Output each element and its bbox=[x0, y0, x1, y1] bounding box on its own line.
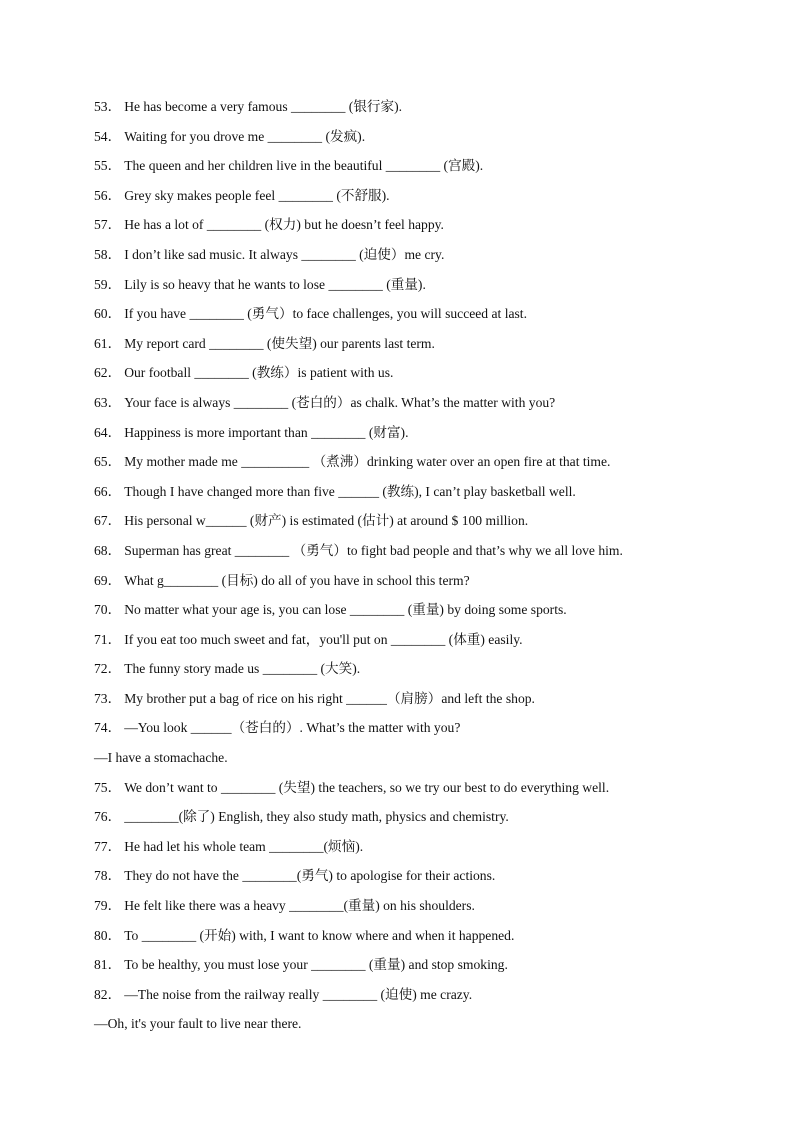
exercise-text: Though I have changed more than five ______ (教练), I can’t play basketball well. bbox=[124, 483, 576, 499]
exercise-line bbox=[94, 270, 774, 300]
exercise-number: 80． bbox=[94, 927, 122, 943]
exercise-text: —You look ______（苍白的）. What’s the matter with you? bbox=[124, 720, 461, 736]
exercise-number: 76． bbox=[94, 809, 122, 825]
exercise-line bbox=[94, 299, 774, 329]
exercise-number: 73． bbox=[94, 690, 122, 706]
exercise-text: If you eat too much sweet and fat，you'll put on ________ (体重) easily. bbox=[124, 631, 523, 647]
exercise-line bbox=[94, 802, 774, 832]
exercise-line bbox=[94, 713, 774, 743]
exercise-number: 74． bbox=[94, 720, 122, 736]
exercise-number: 65． bbox=[94, 454, 122, 470]
exercise-number: 77． bbox=[94, 838, 122, 854]
exercise-number: 72． bbox=[94, 661, 122, 677]
exercise-number: 56． bbox=[94, 187, 122, 203]
exercise-text: We don’t want to ________ (失望) the teachers, so we try our best to do everything well. bbox=[124, 779, 610, 795]
exercise-text: My brother put a bag of rice on his right ______（肩膀）and left the shop. bbox=[124, 690, 535, 706]
exercise-text: He has a lot of ________ (权力) but he doesn’t feel happy. bbox=[124, 217, 444, 233]
exercise-number: 54． bbox=[94, 128, 122, 144]
exercise-text: His personal w______ (财产) is estimated (估计) at around $ 100 million. bbox=[124, 513, 529, 529]
exercise-line bbox=[94, 151, 774, 181]
exercise-number: 58． bbox=[94, 246, 122, 262]
exercise-line bbox=[94, 832, 774, 862]
exercise-list bbox=[94, 92, 774, 1039]
exercise-line bbox=[94, 773, 774, 803]
exercise-number: 67． bbox=[94, 513, 122, 529]
exercise-line bbox=[94, 654, 774, 684]
exercise-line bbox=[94, 447, 774, 477]
exercise-text: Your face is always ________ (苍白的）as chalk. What’s the matter with you? bbox=[124, 394, 556, 410]
exercise-line bbox=[94, 329, 774, 359]
exercise-number: 60． bbox=[94, 306, 122, 322]
exercise-text: —The noise from the railway really ________ (迫使) me crazy. bbox=[124, 986, 473, 1002]
exercise-line bbox=[94, 980, 774, 1010]
exercise-line bbox=[94, 477, 774, 507]
exercise-number: 59． bbox=[94, 276, 122, 292]
exercise-line bbox=[94, 566, 774, 596]
exercise-text: My mother made me __________ （煮沸）drinking water over an open fire at that time. bbox=[124, 454, 611, 470]
exercise-line bbox=[94, 506, 774, 536]
exercise-line bbox=[94, 1009, 774, 1039]
exercise-text: Our football ________ (教练）is patient with us. bbox=[124, 365, 394, 381]
exercise-text: If you have ________ (勇气）to face challenges, you will succeed at last. bbox=[124, 306, 527, 322]
exercise-line bbox=[94, 210, 774, 240]
exercise-text: My report card ________ (使失望) our parents last term. bbox=[124, 335, 435, 351]
exercise-line bbox=[94, 418, 774, 448]
exercise-text: No matter what your age is, you can lose ________ (重量) by doing some sports. bbox=[124, 602, 567, 618]
exercise-text: —I have a stomachache. bbox=[94, 750, 228, 766]
exercise-line bbox=[94, 181, 774, 211]
exercise-line bbox=[94, 240, 774, 270]
exercise-number: 82． bbox=[94, 986, 122, 1002]
exercise-number: 62． bbox=[94, 365, 122, 381]
exercise-text: ________(除了) English, they also study math, physics and chemistry. bbox=[124, 809, 509, 825]
exercise-line bbox=[94, 891, 774, 921]
exercise-line bbox=[94, 595, 774, 625]
exercise-text: I don’t like sad music. It always ________ (迫使）me cry. bbox=[124, 246, 445, 262]
exercise-line bbox=[94, 358, 774, 388]
exercise-line bbox=[94, 861, 774, 891]
exercise-text: Happiness is more important than ________ (财富). bbox=[124, 424, 409, 440]
exercise-number: 71． bbox=[94, 631, 122, 647]
exercise-line bbox=[94, 388, 774, 418]
exercise-text: —Oh, it's your fault to live near there. bbox=[94, 1016, 302, 1032]
exercise-line bbox=[94, 743, 774, 773]
exercise-line bbox=[94, 122, 774, 152]
exercise-line bbox=[94, 684, 774, 714]
exercise-text: To ________ (开始) with, I want to know where and when it happened. bbox=[124, 927, 515, 943]
exercise-number: 57． bbox=[94, 217, 122, 233]
exercise-number: 63． bbox=[94, 394, 122, 410]
exercise-number: 66． bbox=[94, 483, 122, 499]
exercise-text: He had let his whole team ________(烦恼). bbox=[124, 838, 364, 854]
exercise-line bbox=[94, 536, 774, 566]
exercise-text: Lily is so heavy that he wants to lose ________ (重量). bbox=[124, 276, 426, 292]
exercise-number: 55． bbox=[94, 158, 122, 174]
exercise-text: To be healthy, you must lose your ________ (重量) and stop smoking. bbox=[124, 957, 508, 973]
exercise-line bbox=[94, 625, 774, 655]
exercise-number: 81． bbox=[94, 957, 122, 973]
exercise-text: Superman has great ________ （勇气）to fight bad people and that’s why we all love him. bbox=[124, 542, 623, 558]
exercise-text: He has become a very famous ________ (银行家). bbox=[124, 99, 403, 114]
exercise-number: 79． bbox=[94, 898, 122, 914]
exercise-text: Grey sky makes people feel ________ (不舒服). bbox=[124, 187, 390, 203]
exercise-number: 78． bbox=[94, 868, 122, 884]
exercise-number: 75． bbox=[94, 779, 122, 795]
exercise-line bbox=[94, 92, 774, 122]
exercise-number: 68． bbox=[94, 542, 122, 558]
exercise-text: The queen and her children live in the beautiful ________ (宫殿). bbox=[124, 158, 484, 174]
exercise-number: 70． bbox=[94, 602, 122, 618]
exercise-line bbox=[94, 921, 774, 951]
exercise-text: They do not have the ________(勇气) to apologise for their actions. bbox=[124, 868, 496, 884]
exercise-number: 61． bbox=[94, 335, 122, 351]
exercise-text: The funny story made us ________ (大笑). bbox=[124, 661, 361, 677]
exercise-number: 69． bbox=[94, 572, 122, 588]
exercise-number: 53． bbox=[94, 99, 122, 114]
exercise-text: Waiting for you drove me ________ (发疯). bbox=[124, 128, 366, 144]
exercise-line bbox=[94, 950, 774, 980]
exercise-number: 64． bbox=[94, 424, 122, 440]
exercise-text: What g________ (目标) do all of you have in school this term? bbox=[124, 572, 470, 588]
exercise-text: He felt like there was a heavy ________(重量) on his shoulders. bbox=[124, 898, 475, 914]
